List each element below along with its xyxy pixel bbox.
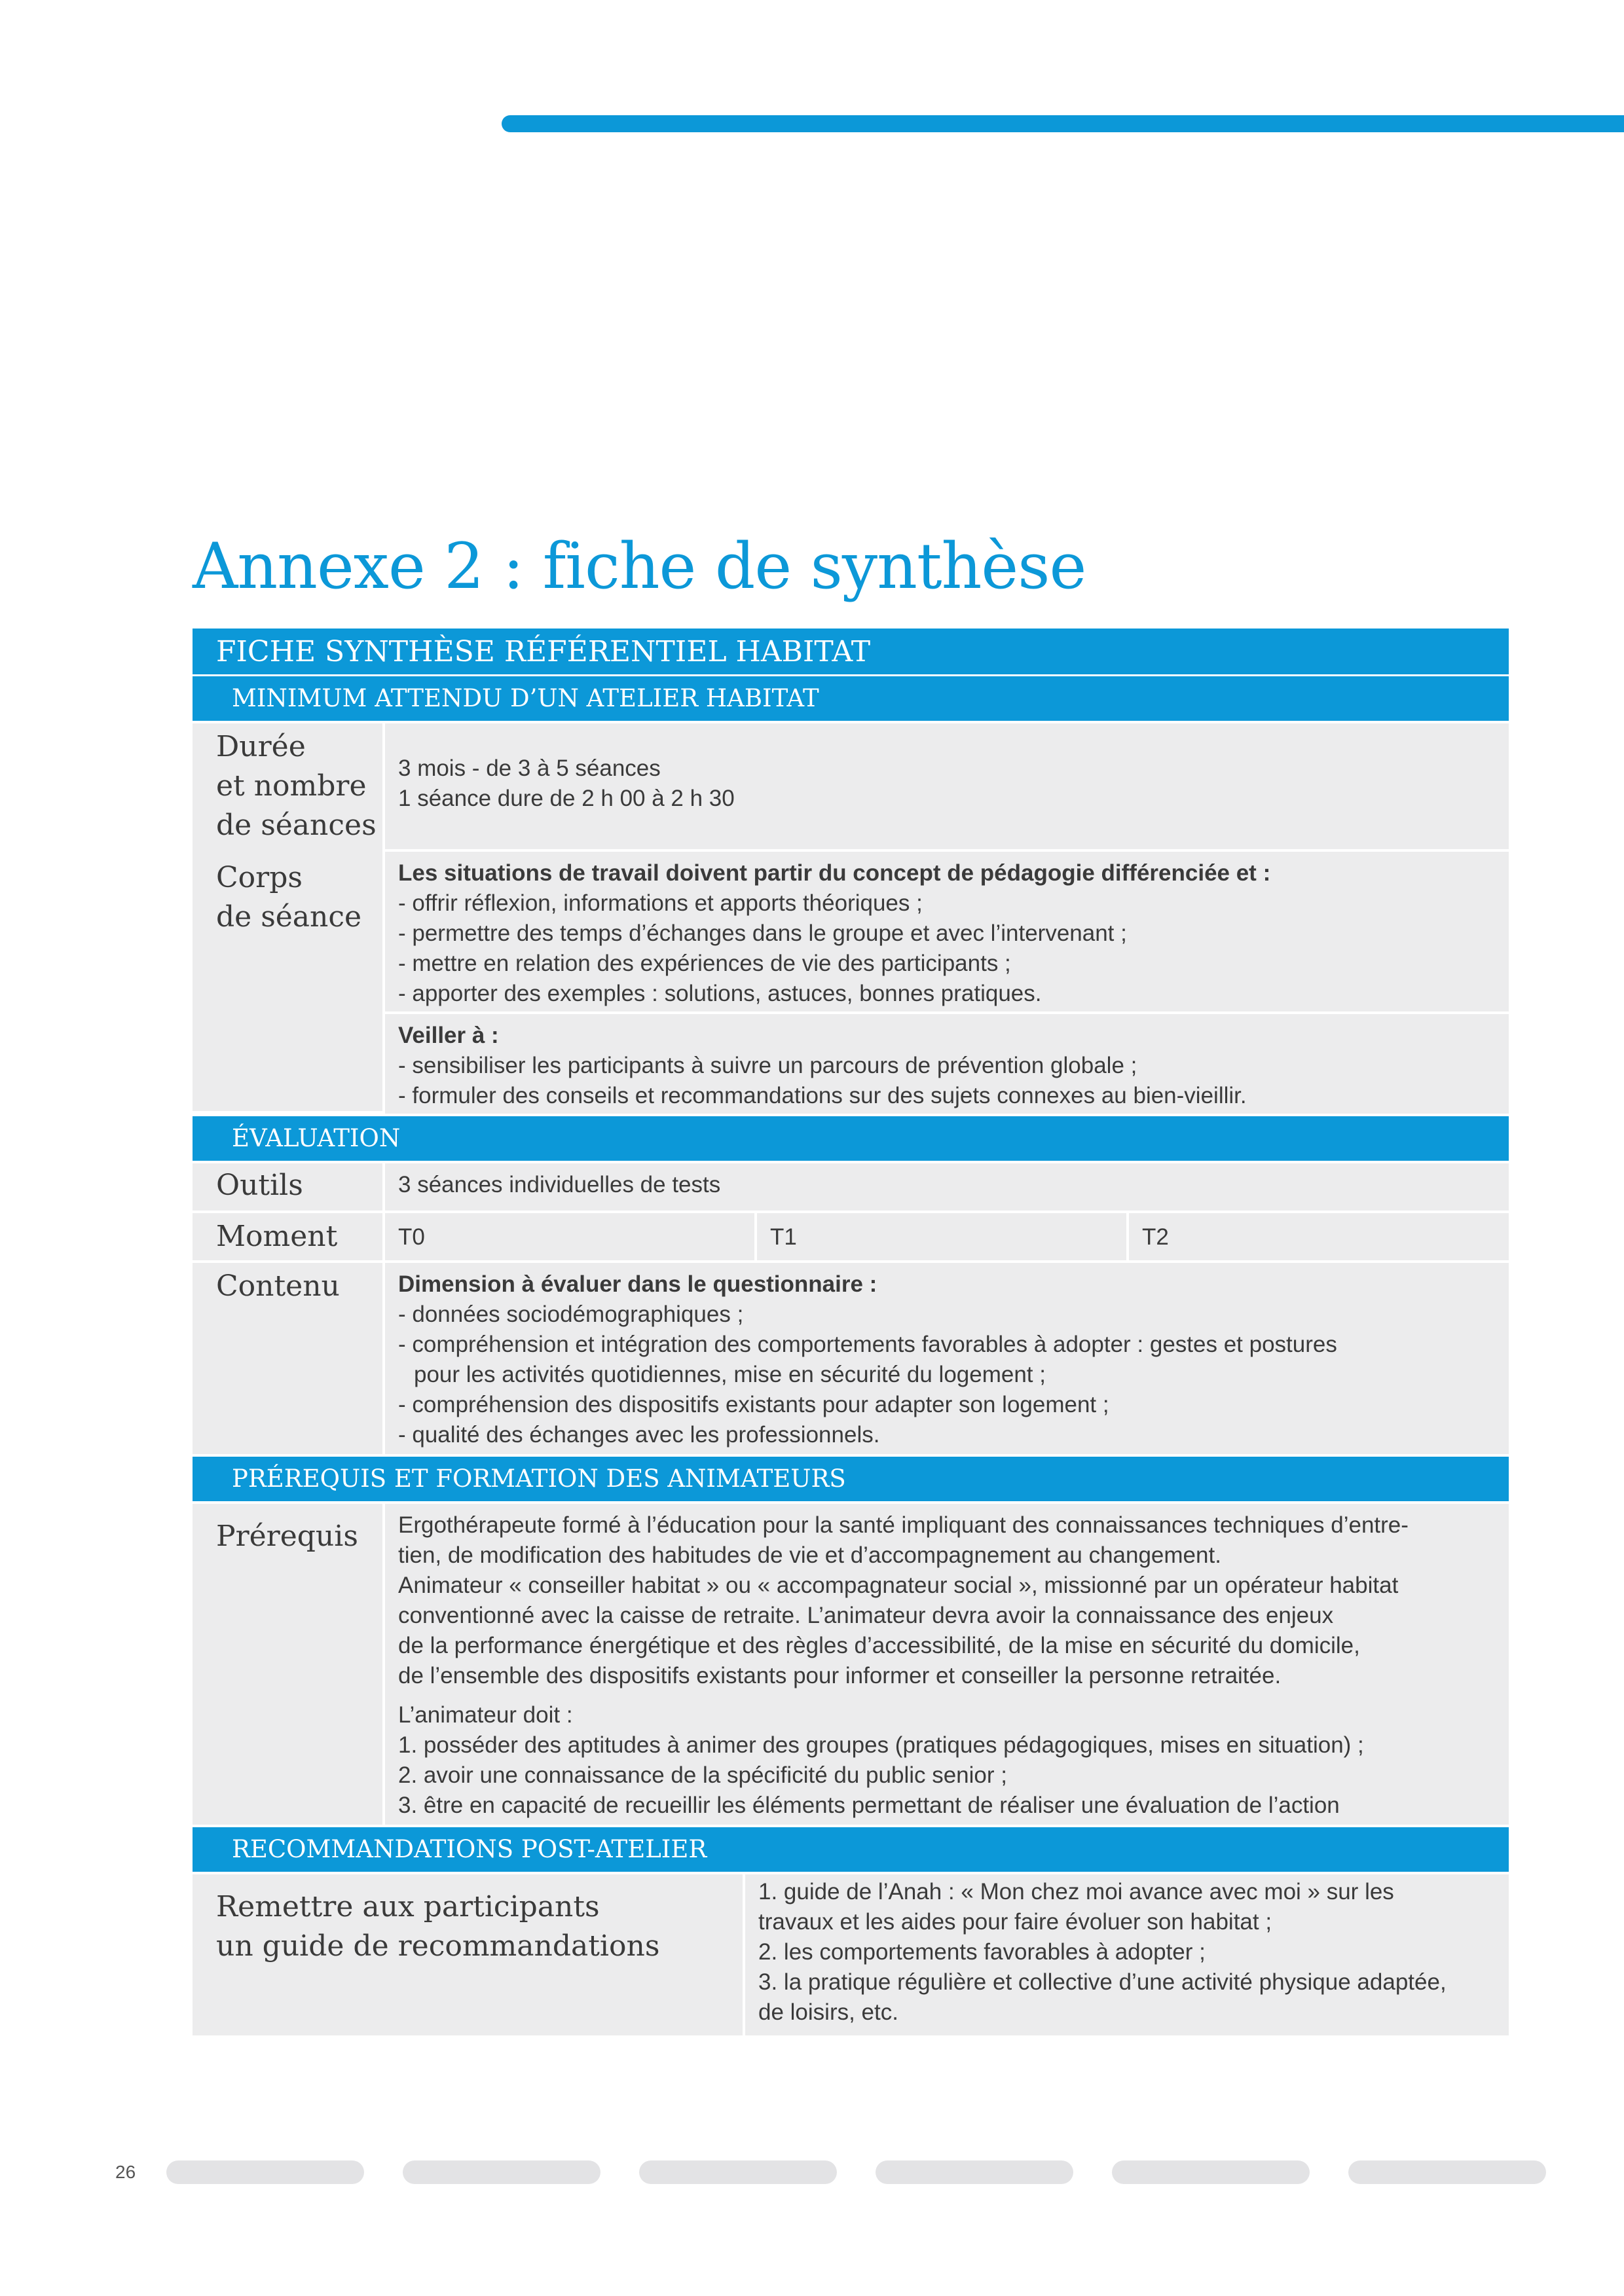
row-corps (193, 849, 1509, 1114)
footer-pill (1348, 2160, 1546, 2184)
footer-pill (1112, 2160, 1310, 2184)
cell-moment-t1: T1 (757, 1213, 1126, 1260)
footer-pill (403, 2160, 600, 2184)
label-moment: Moment (193, 1213, 382, 1260)
row-contenu (193, 1263, 1509, 1454)
row-outils (193, 1163, 1509, 1211)
section-heading-minimum: MINIMUM ATTENDU D’UN ATELIER HABITAT (193, 676, 1509, 721)
row-moment (193, 1213, 1509, 1260)
footer-pill (639, 2160, 837, 2184)
label-corps: Corps de séance (193, 849, 382, 1111)
label-duree: Durée et nombre de séances (193, 723, 382, 849)
cell-prerequis: Ergothérapeute formé à l’éducation pour la santé impliquant des connaissances techniques d’entre- tien, de modification des habitudes de vie et d’accompagnement au changement. Animateur « conseiller habitat » ou « accompagnateur social », missionné par un opérateur habitat conventionné avec la caisse de retraite. L’animateur devra avoir la connaissance des enjeux de la performance énergétique et des règles d’accessibilité, de la mise en sécurité du domicile, de l’ensemble des dispositifs existants pour informer et conseiller la personne retraitée. L’animateur doit : 1. posséder des aptitudes à animer des groupes (pratiques pédagogiques, mises en situation) ; 2. avoir une connaissance de la spécificité du public senior ; 3. être en capacité de recueillir les éléments permettant de réaliser une évaluation de l’action (385, 1504, 1509, 1825)
row-recommandations (193, 1874, 1509, 2035)
footer-pill (166, 2160, 364, 2184)
synthesis-sheet (193, 629, 1509, 2035)
top-accent-bar (502, 115, 1624, 132)
row-prerequis (193, 1504, 1509, 1825)
section-heading-recommandations: RECOMMANDATIONS POST-ATELIER (193, 1827, 1509, 1872)
label-prerequis: Prérequis (193, 1504, 382, 1825)
row-duree (193, 723, 1509, 849)
cell-outils: 3 séances individuelles de tests (385, 1163, 1509, 1211)
cell-contenu: Dimension à évaluer dans le questionnaire : - données sociodémographiques ; - compréhension et intégration des comportements favorables à adopter : gestes et postures pour les activités quotidiennes, mise en sécurité du logement ; - compréhension des dispositifs existants pour adapter son logement ; - qualité des échanges avec les professionnels. (385, 1263, 1509, 1454)
page-number: 26 (115, 2162, 136, 2182)
cell-moment-t0: T0 (385, 1213, 754, 1260)
footer-pill (876, 2160, 1073, 2184)
label-outils: Outils (193, 1163, 382, 1211)
cell-moment-t2: T2 (1129, 1213, 1509, 1260)
cell-recommandations: 1. guide de l’Anah : « Mon chez moi avance avec moi » sur les travaux et les aides pour faire évoluer son habitat ; 2. les comportements favorables à adopter ; 3. la pratique régulière et collective d’une activité physique adaptée, de loisirs, etc. (745, 1874, 1509, 2035)
sheet-header: FICHE SYNTHÈSE RÉFÉRENTIEL HABITAT (193, 629, 1509, 674)
label-recommandations: Remettre aux participants un guide de recommandations (193, 1874, 743, 2035)
cell-corps-veiller: Veiller à : - sensibiliser les participants à suivre un parcours de prévention globale ; - formuler des conseils et recommandations sur des sujets connexes au bien-vieillir. (385, 1014, 1509, 1114)
cell-corps-situations: Les situations de travail doivent partir du concept de pédagogie différenciée et : - offrir réflexion, informations et apports théoriques ; - permettre des temps d’échanges dans le groupe et avec l’intervenant ; - mettre en relation des expériences de vie des participants ; - apporter des exemples : solutions, astuces, bonnes pratiques. (385, 852, 1509, 1011)
section-heading-evaluation: ÉVALUATION (193, 1116, 1509, 1161)
section-heading-prerequis: PRÉREQUIS ET FORMATION DES ANIMATEURS (193, 1457, 1509, 1501)
cell-duree: 3 mois - de 3 à 5 séances 1 séance dure de 2 h 00 à 2 h 30 (385, 723, 1509, 849)
label-contenu: Contenu (193, 1263, 382, 1454)
page-title: Annexe 2 : fiche de synthèse (193, 530, 1086, 603)
